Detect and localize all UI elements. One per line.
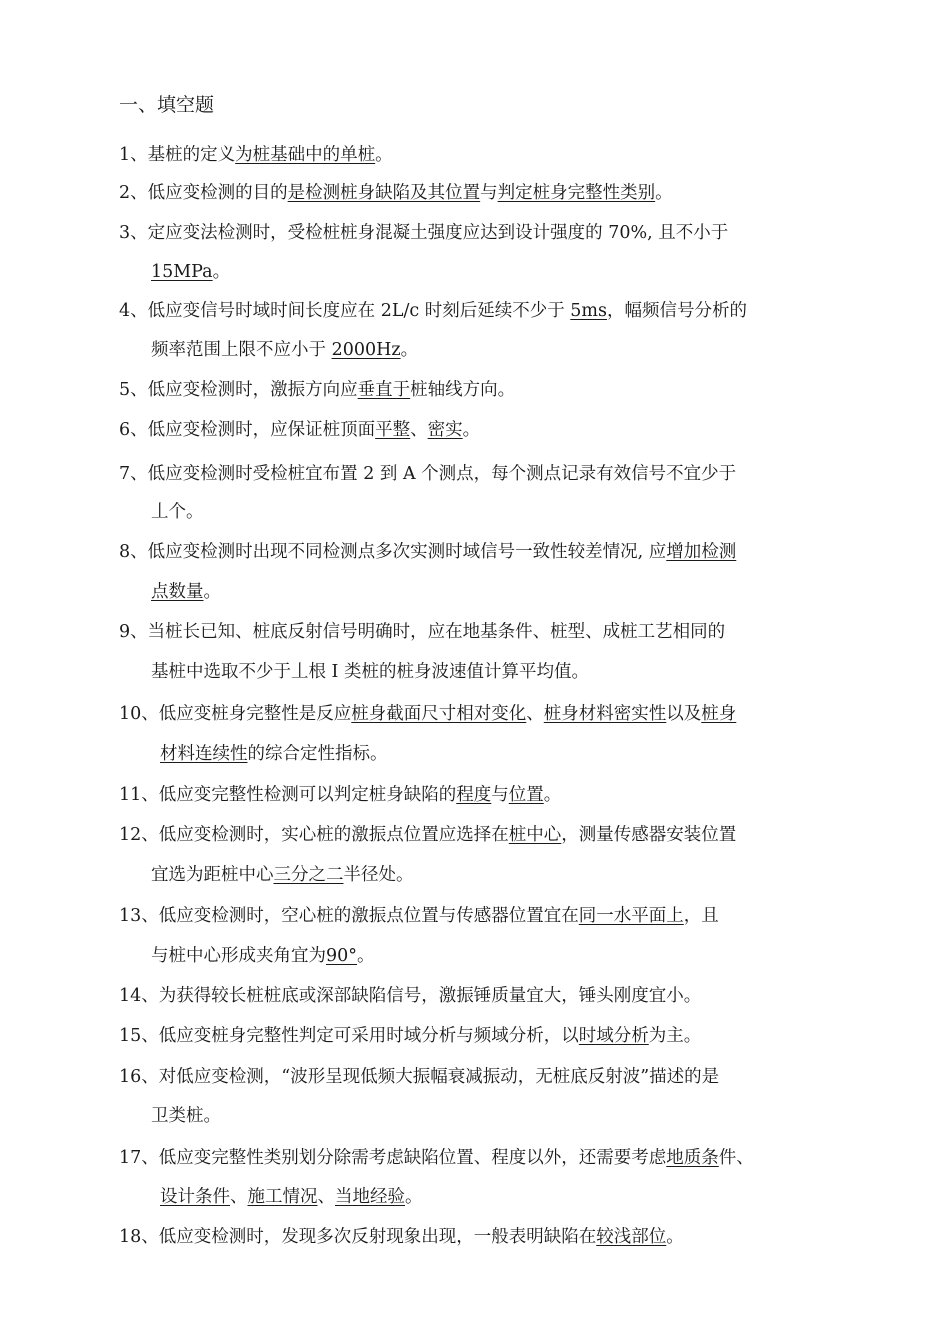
answer-blank: 当地经验	[335, 1187, 405, 1207]
answer-blank: 桩身材料密实性	[543, 704, 667, 724]
question-text: 与	[480, 183, 498, 203]
answer-blank: 是检测桩身缺陷及其位置	[287, 183, 481, 203]
answer-blank: 位置	[508, 785, 544, 805]
question-16-line-1	[119, 1065, 719, 1089]
answer-blank: 平整	[375, 420, 411, 440]
question-text: 与	[491, 785, 509, 805]
question-13-line-2	[151, 944, 375, 968]
question-3-line-2	[151, 260, 230, 284]
question-text: 件、	[718, 1148, 754, 1168]
question-3-line-1	[119, 221, 728, 245]
question-text: 、	[317, 1187, 335, 1207]
question-text: 、	[230, 1187, 248, 1207]
question-text: 。	[655, 183, 673, 203]
answer-blank: 垂直于	[357, 380, 411, 400]
question-text: 。	[405, 1187, 423, 1207]
question-text: 基桩中选取不少于丄根 I 类桩的桩身波速值计算平均值。	[151, 662, 590, 682]
answer-blank: 桩中心	[508, 825, 562, 845]
question-8-line-1	[119, 540, 736, 564]
question-12-line-2	[151, 863, 414, 887]
question-text: 12、低应变检测时，实心桩的激振点位置应选择在	[119, 825, 509, 845]
answer-blank: 密实	[427, 420, 463, 440]
question-text: 宜选为距桩中心	[151, 865, 274, 885]
question-text: 11、低应变完整性检测可以判定桩身缺陷的	[119, 785, 457, 805]
answer-blank: 2000Hz	[331, 340, 401, 360]
question-10-line-1	[119, 702, 736, 726]
question-5	[119, 378, 515, 402]
question-text: 的综合定性指标。	[247, 744, 388, 764]
question-text: 桩轴线方向。	[410, 380, 516, 400]
question-text: 。	[357, 946, 375, 966]
question-8-line-2	[151, 580, 221, 604]
answer-blank: 时域分析	[578, 1026, 649, 1046]
answer-blank: 施工情况	[247, 1187, 318, 1207]
question-11	[119, 783, 561, 807]
question-text: 2、低应变检测的目的	[119, 183, 288, 203]
question-text: 。	[400, 340, 419, 360]
question-9-line-2	[151, 660, 589, 684]
question-14	[119, 984, 701, 1008]
question-text: 卫类桩。	[151, 1106, 221, 1126]
question-text: 17、低应变完整性类别划分除需考虑缺陷位置、程度以外，还需要考虑	[119, 1148, 667, 1168]
answer-blank: 材料连续性	[160, 744, 248, 764]
question-text: 4、低应变信号时域时间长度应在 2L/c 时刻后延续不少于	[119, 301, 571, 321]
question-2	[119, 181, 673, 205]
question-7-line-1	[119, 462, 736, 486]
question-text: ，且	[683, 906, 719, 926]
question-text: 。	[375, 145, 393, 165]
question-text: 18、低应变检测时，发现多次反射现象出现，一般表明缺陷在	[119, 1227, 597, 1247]
question-10-line-2	[160, 742, 388, 766]
question-text: 14、为获得较长桩桩底或深部缺陷信号，激振锤质量宜大，锤头刚度宜小。	[119, 986, 702, 1006]
question-text: 3、定应变法检测时，受检桩桩身混凝土强度应达到设计强度的 70%, 且不小于	[119, 223, 729, 243]
question-text: 7、低应变检测时受检桩宜布置 2 到 A 个测点，每个测点记录有效信号不宜少于	[119, 464, 737, 484]
question-text: 以及	[666, 704, 702, 724]
question-4-line-1	[119, 299, 747, 323]
answer-blank: 较浅部位	[596, 1227, 667, 1247]
question-text: 10、低应变桩身完整性是反应	[119, 704, 352, 724]
answer-blank: 程度	[456, 785, 492, 805]
question-18	[119, 1225, 684, 1249]
question-text: 6、低应变检测时，应保证桩顶面	[119, 420, 376, 440]
question-text: 。	[212, 262, 231, 282]
question-text: 1、基桩的定义	[119, 145, 236, 165]
answer-blank: 判定桩身完整性类别	[497, 183, 656, 203]
question-6	[119, 418, 480, 442]
question-17-line-1	[119, 1146, 754, 1170]
question-text: 。	[543, 785, 562, 805]
question-1	[119, 143, 393, 167]
answer-blank: 同一水平面上	[578, 906, 684, 926]
answer-blank: 设计条件	[160, 1187, 230, 1207]
question-9-line-1	[119, 620, 725, 644]
question-text: 5、低应变检测时，激振方向应	[119, 380, 358, 400]
question-text: 与桩中心形成夹角宜为	[151, 946, 326, 966]
section-title: 一、填空题	[119, 94, 215, 116]
question-4-line-2	[151, 338, 418, 362]
question-text: ，测量传感器安装位置	[561, 825, 737, 845]
answer-blank: 5ms	[570, 301, 607, 321]
answer-blank: 地质条	[666, 1148, 719, 1168]
question-7-line-2	[151, 500, 204, 524]
question-15	[119, 1024, 701, 1048]
answer-blank: 三分之二	[273, 865, 344, 885]
question-text: 频率范围上限不应小于	[151, 340, 332, 360]
question-text: 13、低应变检测时，空心桩的激振点位置与传感器位置宜在	[119, 906, 579, 926]
question-text: 丄个。	[151, 502, 204, 522]
question-text: 9、当桩长已知、桩底反射信号明确时，应在地基条件、桩型、成桩工艺相同的	[119, 622, 726, 642]
question-text: 。	[462, 420, 481, 440]
question-text: 8、低应变检测时出现不同检测点多次实测时域信号一致性较差情况, 应	[119, 542, 667, 562]
question-text: 。	[203, 582, 221, 602]
answer-blank: 增加检测	[666, 542, 737, 562]
answer-blank: 点数量	[151, 582, 204, 602]
question-text: 、	[410, 420, 428, 440]
answer-blank: 90°	[326, 946, 358, 966]
question-text: 16、对低应变检测，“波形呈现低频大振幅衰减振动，无桩底反射波”描述的是	[119, 1067, 720, 1087]
question-text: 。	[666, 1227, 684, 1247]
question-text: 半径处。	[343, 865, 414, 885]
answer-blank: 为桩基础中的单桩	[235, 145, 376, 165]
question-text: 为主。	[648, 1026, 702, 1046]
answer-blank: 15MPa	[151, 262, 213, 282]
question-16-line-2	[151, 1104, 221, 1128]
question-17-line-2	[160, 1185, 423, 1209]
question-text: ，幅频信号分析的	[607, 301, 747, 321]
answer-blank: 桩身截面尺寸相对变化	[351, 704, 527, 724]
question-13-line-1	[119, 904, 719, 928]
question-text: 15、低应变桩身完整性判定可采用时域分析与频域分析，以	[119, 1026, 579, 1046]
question-text: 、	[526, 704, 544, 724]
question-12-line-1	[119, 823, 736, 847]
answer-blank: 桩身	[701, 704, 737, 724]
